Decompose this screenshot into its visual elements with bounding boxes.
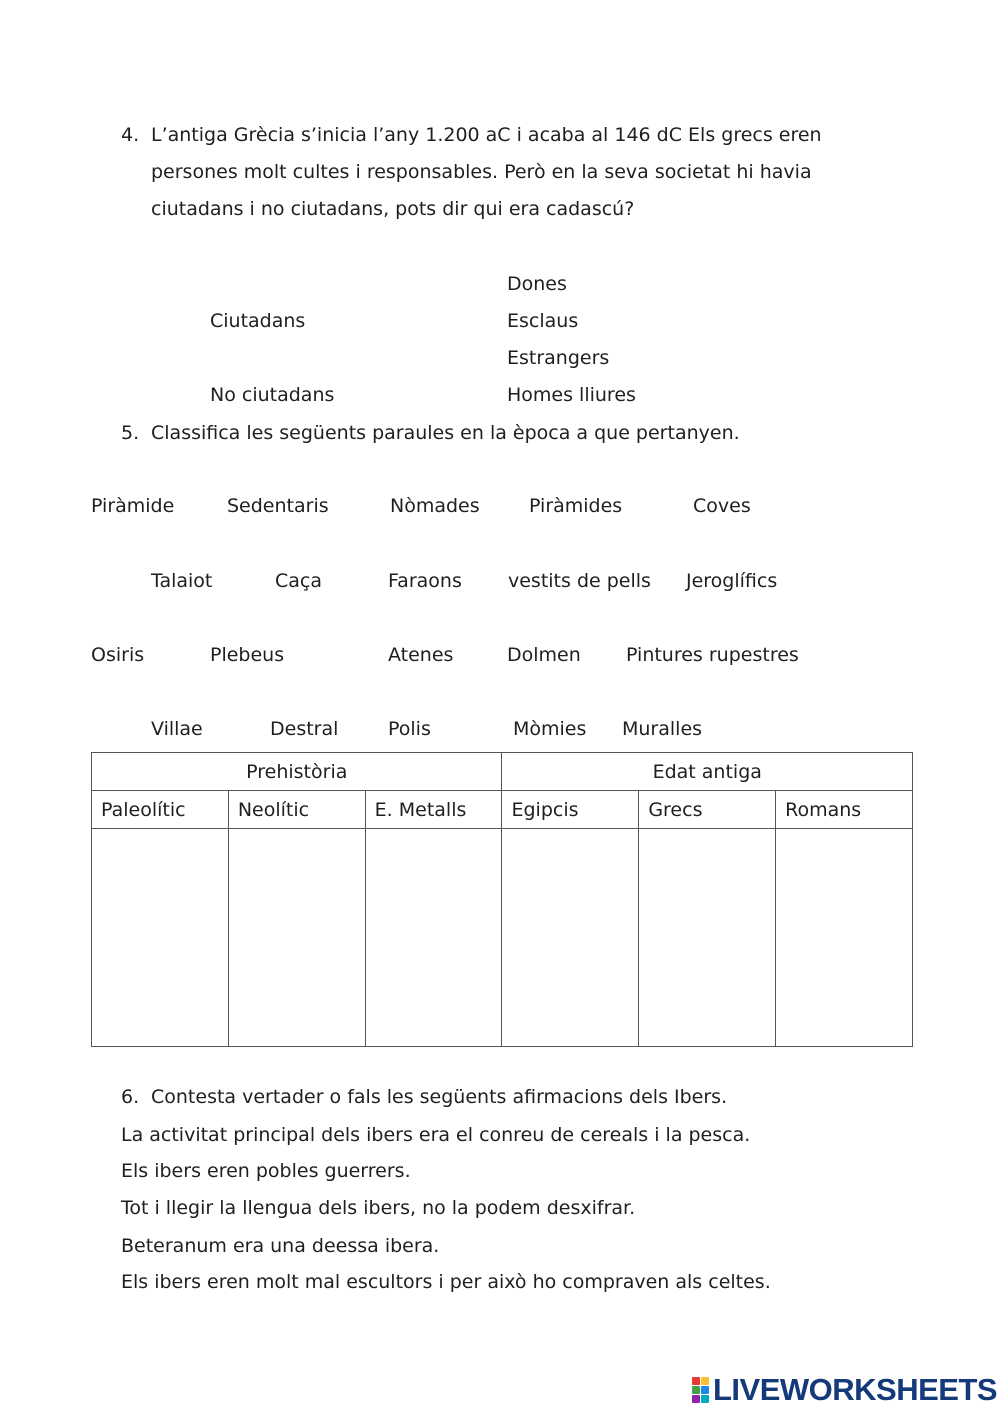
question-4-text-line: persones molt cultes i responsables. Però en la seva societat hi havia <box>151 161 812 183</box>
logo-block <box>701 1377 709 1385</box>
question-5-prompt: Classifica les següents paraules en la època a que pertanyen. <box>151 422 740 444</box>
word-chip[interactable]: Osiris <box>91 644 145 666</box>
statement-1: La activitat principal dels ibers era el conreu de cereals i la pesca. <box>121 1124 751 1146</box>
drop-zone-grecs[interactable] <box>639 829 776 1047</box>
word-chip[interactable]: Muralles <box>622 718 703 740</box>
question-4-text-line: ciutadans i no ciutadans, pots dir qui era cadascú? <box>151 198 635 220</box>
word-chip[interactable]: Polis <box>388 718 431 740</box>
statement-4: Beteranum era una deessa ibera. <box>121 1235 440 1257</box>
column-header-egipcis: Egipcis <box>502 791 639 829</box>
match-option-estrangers[interactable]: Estrangers <box>507 347 610 369</box>
word-chip[interactable]: Talaiot <box>151 570 213 592</box>
drop-zone-neolitic[interactable] <box>228 829 365 1047</box>
word-chip[interactable]: Villae <box>151 718 203 740</box>
column-header-paleolitic: Paleolític <box>92 791 229 829</box>
column-header-romans: Romans <box>776 791 913 829</box>
word-chip[interactable]: Sedentaris <box>227 495 329 517</box>
match-option-esclaus[interactable]: Esclaus <box>507 310 579 332</box>
word-chip[interactable]: Destral <box>270 718 339 740</box>
column-header-metalls: E. Metalls <box>365 791 502 829</box>
question-6-number: 6. <box>121 1086 140 1108</box>
drop-zone-egipcis[interactable] <box>502 829 639 1047</box>
question-5-number: 5. <box>121 422 140 444</box>
logo-block <box>701 1386 709 1394</box>
word-chip[interactable]: Piràmide <box>91 495 175 517</box>
word-chip[interactable]: Dolmen <box>507 644 581 666</box>
word-chip[interactable]: Atenes <box>388 644 454 666</box>
group-header-prehistoria: Prehistòria <box>92 753 502 791</box>
match-target-ciutadans[interactable]: Ciutadans <box>210 310 306 332</box>
word-chip[interactable]: Plebeus <box>210 644 285 666</box>
word-chip[interactable]: Jeroglífics <box>686 570 778 592</box>
column-header-neolitic: Neolític <box>228 791 365 829</box>
logo-text: LIVEWORKSHEETS <box>713 1372 998 1407</box>
word-chip[interactable]: Pintures rupestres <box>626 644 799 666</box>
match-option-homes-lliures[interactable]: Homes lliures <box>507 384 636 406</box>
word-chip[interactable]: Caça <box>275 570 322 592</box>
word-chip[interactable]: Coves <box>693 495 751 517</box>
word-chip[interactable]: Nòmades <box>390 495 480 517</box>
statement-3: Tot i llegir la llengua dels ibers, no la podem desxifrar. <box>121 1197 636 1219</box>
logo-block <box>692 1395 700 1403</box>
logo-blocks-icon <box>692 1377 709 1403</box>
word-chip[interactable]: Piràmides <box>529 495 623 517</box>
drop-zone-paleolitic[interactable] <box>92 829 229 1047</box>
drop-zone-metalls[interactable] <box>365 829 502 1047</box>
match-target-no-ciutadans[interactable]: No ciutadans <box>210 384 335 406</box>
word-chip[interactable]: vestits de pells <box>508 570 651 592</box>
statement-2: Els ibers eren pobles guerrers. <box>121 1160 411 1182</box>
classification-table <box>91 752 913 1047</box>
column-header-grecs: Grecs <box>639 791 776 829</box>
question-4-number: 4. <box>121 124 140 146</box>
drop-zone-romans[interactable] <box>776 829 913 1047</box>
question-4-text-line: L’antiga Grècia s’inicia l’any 1.200 aC i acaba al 146 dC Els grecs eren <box>151 124 822 146</box>
group-header-edat-antiga: Edat antiga <box>502 753 913 791</box>
question-6-prompt: Contesta vertader o fals les següents afirmacions dels Ibers. <box>151 1086 728 1108</box>
logo-block <box>692 1377 700 1385</box>
logo-block <box>701 1395 709 1403</box>
logo-block <box>692 1386 700 1394</box>
word-chip[interactable]: Mòmies <box>513 718 587 740</box>
word-chip[interactable]: Faraons <box>388 570 462 592</box>
liveworksheets-logo <box>692 1374 997 1405</box>
match-option-dones[interactable]: Dones <box>507 273 567 295</box>
statement-5: Els ibers eren molt mal escultors i per això ho compraven als celtes. <box>121 1271 771 1293</box>
